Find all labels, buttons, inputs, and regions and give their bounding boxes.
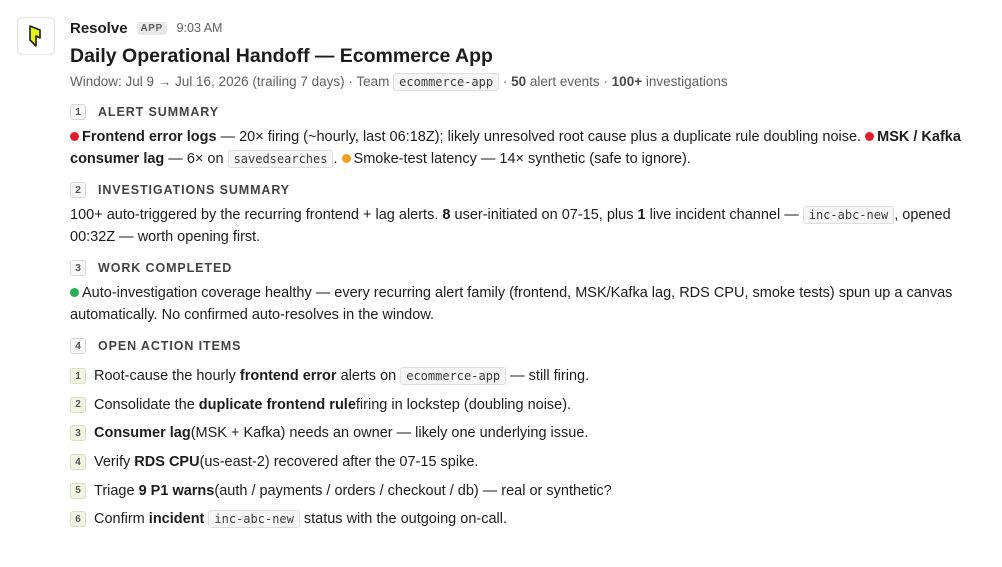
action-number: 6 [70, 511, 86, 527]
action-number: 5 [70, 483, 86, 499]
frontend-error-logs: Frontend error logs [82, 129, 217, 145]
action-text: Confirm [94, 511, 145, 528]
user-initiated-count: 8 [442, 207, 451, 223]
action-text: Triage [94, 482, 135, 499]
resolve-logo-icon [28, 24, 44, 48]
team-code: ecommerce-app [400, 367, 506, 385]
action-item [70, 362, 985, 391]
section-number: 2 [70, 182, 86, 198]
action-bold: frontend error [239, 368, 337, 385]
inv-text: live incident channel — [645, 207, 803, 223]
action-text: (us-east-2) recovered after the 07-15 spike. [199, 454, 479, 471]
section-number: 1 [70, 104, 86, 120]
action-text: (auth / payments / orders / checkout / db) — real or synthetic? [214, 482, 612, 499]
action-item [70, 476, 985, 505]
red-status-dot-icon [865, 132, 874, 141]
orange-status-dot-icon [342, 154, 351, 163]
work-completed-text [70, 282, 985, 326]
alert-label: alert events · [526, 74, 612, 89]
action-text: Consolidate the [94, 396, 195, 413]
app-avatar[interactable] [17, 17, 55, 55]
action-text: Root-cause the hourly [94, 368, 236, 385]
section-title: ALERT SUMMARY [98, 105, 219, 119]
action-number: 2 [70, 397, 86, 413]
action-item [70, 419, 985, 448]
action-text: firing in lockstep (doubling noise). [355, 396, 572, 413]
window-range: Window: Jul 9 → Jul 16, 2026 (trailing 7 days) · Team [70, 74, 390, 89]
action-text: alerts on [340, 368, 397, 385]
investigations-summary-header [70, 180, 985, 200]
inv-text: user-initiated on 07-15, plus [450, 207, 638, 223]
green-status-dot-icon [70, 288, 79, 297]
app-badge: APP [137, 22, 167, 35]
work-text: Auto-investigation coverage healthy — every recurring alert family (frontend, MSK/Kafka lag, RDS CPU, smoke tests) spun up a canvas automatically. No confirmed auto-resolves in the window. [70, 285, 953, 323]
action-text: (MSK + Kafka) needs an owner — likely one underlying issue. [190, 425, 589, 442]
action-text: status with the outgoing on-call. [303, 511, 507, 528]
action-number: 1 [70, 368, 86, 384]
action-text: Verify [94, 454, 131, 471]
action-item [70, 391, 985, 420]
action-bold: duplicate frontend rule [198, 396, 356, 413]
savedsearches-code: savedsearches [228, 150, 334, 168]
section-title: OPEN ACTION ITEMS [98, 339, 242, 353]
sender-name[interactable]: Resolve [70, 19, 128, 37]
work-completed-header [70, 258, 985, 278]
action-text: — still firing. [510, 368, 590, 385]
action-number: 4 [70, 454, 86, 470]
action-bold: incident [148, 511, 205, 528]
alert-detail: — 6× on [164, 151, 228, 167]
inv-text: , opened 00:32Z — worth opening first. [70, 207, 951, 245]
incident-channel-count: 1 [637, 207, 646, 223]
alert-summary-text [70, 126, 985, 170]
message-content [70, 16, 985, 534]
kafka-consumer-lag: MSK / Kafka consumer lag [70, 129, 961, 167]
action-bold: 9 P1 warns [138, 482, 215, 499]
message-title: Daily Operational Handoff — Ecommerce App [70, 45, 493, 67]
incident-channel-code[interactable]: inc-abc-new [208, 510, 299, 528]
message-header [70, 16, 985, 40]
alert-summary-header [70, 102, 985, 122]
red-status-dot-icon [70, 132, 79, 141]
smoke-test-latency: Smoke-test latency — 14× synthetic (safe to ignore). [353, 151, 691, 167]
section-title: WORK COMPLETED [98, 261, 233, 275]
team-code: ecommerce-app [393, 73, 499, 91]
action-item [70, 448, 985, 477]
investigation-label: investigations [642, 74, 728, 89]
action-items-list [70, 362, 985, 534]
section-title: INVESTIGATIONS SUMMARY [98, 183, 291, 197]
investigations-summary-text [70, 204, 985, 248]
incident-channel-code[interactable]: inc-abc-new [803, 206, 894, 224]
message-timestamp[interactable]: 9:03 AM [176, 21, 223, 35]
action-bold: Consumer lag [94, 425, 191, 442]
meta-separator: · [499, 74, 512, 89]
section-number: 3 [70, 260, 86, 276]
action-number: 3 [70, 425, 86, 441]
alert-detail: — 20× firing (~hourly, last 06:18Z); likely unresolved root cause plus a duplicate rule doubling noise. [216, 129, 866, 145]
section-number: 4 [70, 338, 86, 354]
alert-count: 50 [511, 74, 527, 89]
action-bold: RDS CPU [134, 454, 200, 471]
alert-detail: . [333, 151, 342, 167]
action-item [70, 505, 985, 534]
inv-text: 100+ auto-triggered by the recurring frontend + lag alerts. [70, 207, 443, 223]
open-action-items-header [70, 336, 985, 356]
investigation-count: 100+ [611, 74, 643, 89]
report-meta [70, 72, 985, 92]
